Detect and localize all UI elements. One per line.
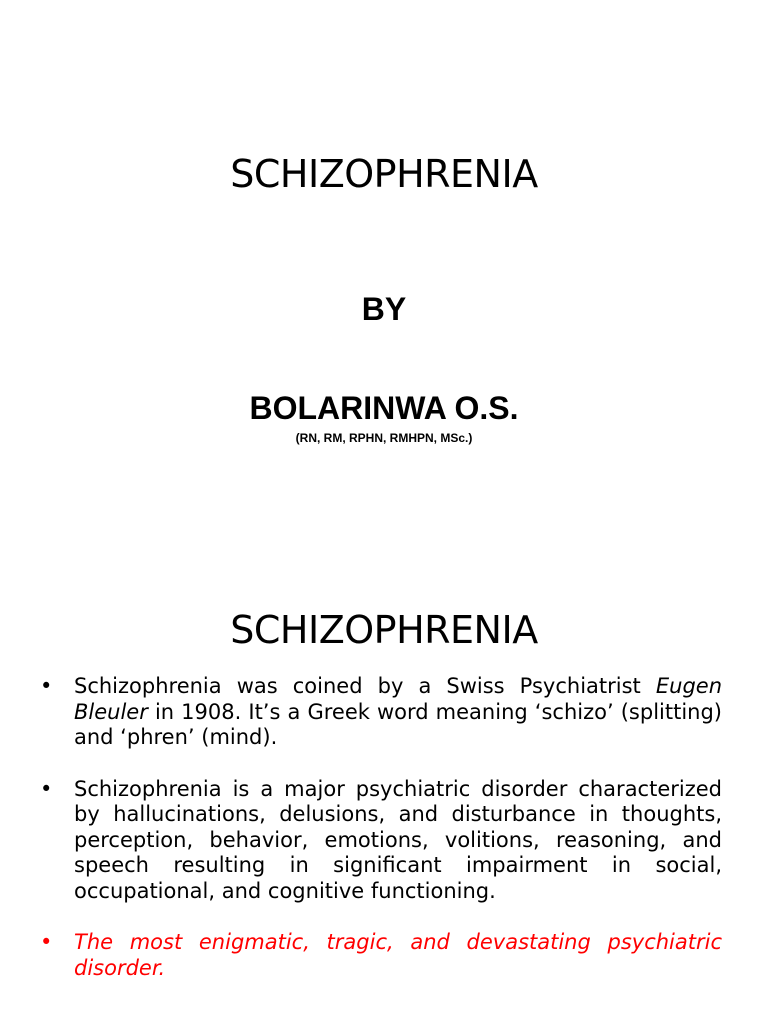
bullet-item-highlight xyxy=(40,930,722,981)
author-name: BOLARINWA O.S. xyxy=(249,390,519,426)
bullet-text: The most enigmatic, tragic, and devastating psychiatric disorder. xyxy=(74,930,722,980)
bullet-item-definition xyxy=(40,777,722,905)
slide-title: SCHIZOPHRENIA xyxy=(230,608,538,652)
bullet-icon: • xyxy=(40,674,53,698)
slide-title: SCHIZOPHRENIA xyxy=(230,152,538,196)
by-label: BY xyxy=(361,291,407,327)
bullet-item-origin xyxy=(40,674,722,751)
bullet-text xyxy=(74,674,722,749)
bullet-icon: • xyxy=(40,930,53,954)
bullet-text-part: in 1908. It’s a Greek word meaning ‘schizo’ (splitting) and ‘phren’ (mind). xyxy=(74,699,722,749)
author-credentials: (RN, RM, RPHN, RMHPN, MSc.) xyxy=(295,431,473,445)
bleuler-name: Eugen Bleuler xyxy=(74,674,722,724)
bullet-list xyxy=(40,674,722,1007)
bullet-text-part: Schizophrenia was coined by a Swiss Psychiatrist xyxy=(74,674,656,698)
content-slide xyxy=(0,576,768,1024)
bullet-icon: • xyxy=(40,776,53,801)
bullet-text: Schizophrenia is a major psychiatric disorder characterized by hallucinations, delusions, and disturbance in thoughts, perception, behavior, emotions, volitions, reasoning, and speech resulting in significant impairment in social, occupational, and cognitive functioning. xyxy=(74,776,722,903)
